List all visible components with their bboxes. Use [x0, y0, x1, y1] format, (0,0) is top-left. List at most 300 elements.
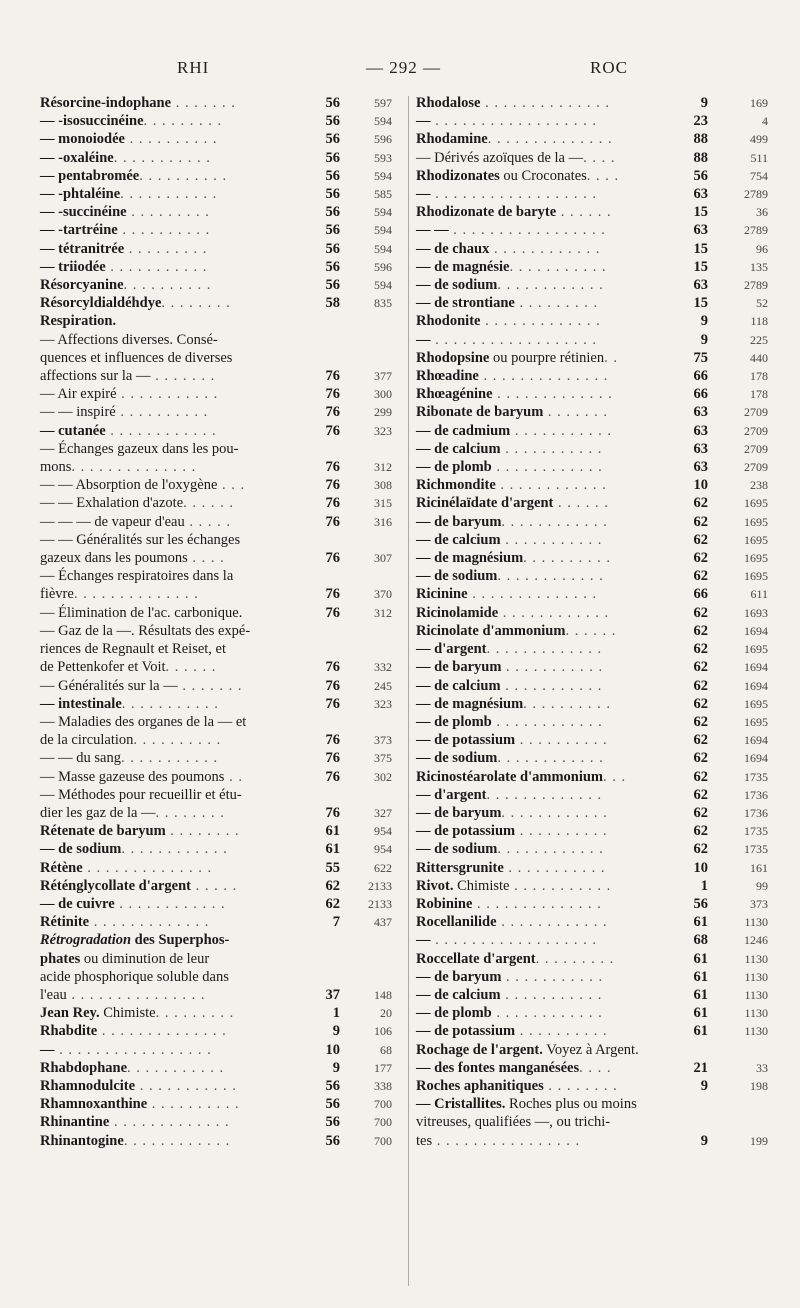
page-reference: 594: [374, 168, 392, 183]
entry-term: —: [416, 932, 431, 949]
index-entry: [40, 859, 406, 877]
entry-desc: — Méthodes pour recueillir et étu-: [40, 786, 242, 803]
entry-dots: . . . . . . . . . . . . . . . . .: [448, 222, 606, 239]
index-entry: [40, 1113, 406, 1131]
entry-dots: . .: [604, 349, 618, 366]
index-entry: [416, 968, 768, 986]
entry-term: —: [416, 331, 431, 348]
page-reference: 199: [750, 1133, 768, 1148]
page-reference: 2709: [744, 405, 768, 420]
index-entry: [40, 658, 406, 676]
entry-dots: . . . . . . . .: [155, 804, 225, 821]
volume-number: 56: [325, 131, 340, 148]
volume-number: 62: [693, 550, 708, 567]
entry-dots: . . . . . . . . . .: [523, 550, 612, 567]
volume-number: 76: [325, 677, 340, 694]
entry-dots: . . . . . . . . . . . . .: [480, 313, 601, 330]
volume-number: 76: [325, 695, 340, 712]
page-number: — 292 —: [366, 58, 441, 77]
page-reference: 596: [374, 132, 392, 147]
entry-dots: . . . . . . . . . . . . .: [486, 786, 603, 803]
page-reference: 198: [750, 1078, 768, 1093]
index-entry: [416, 931, 768, 949]
entry-term: — intestinale: [40, 695, 122, 712]
volume-number: 61: [693, 914, 708, 931]
page-reference: 33: [756, 1060, 768, 1075]
volume-number: 9: [332, 1059, 340, 1076]
entry-dots: . . . . . . . . . . . .: [497, 841, 604, 858]
entry-dots: . . . . . . . . . .: [515, 823, 608, 840]
volume-number: 62: [693, 786, 708, 803]
index-entry: [416, 913, 768, 931]
page-reference: 1130: [744, 915, 768, 930]
entry-dots: . . . . . . . . . .: [523, 695, 612, 712]
volume-number: 15: [693, 204, 708, 221]
volume-number: 61: [693, 1005, 708, 1022]
page-reference: 245: [374, 678, 392, 693]
entry-dots: . . . . . . .: [150, 368, 216, 385]
page-reference: 302: [374, 769, 392, 784]
index-entry: [40, 440, 406, 458]
entry-term: — de baryum: [416, 513, 502, 530]
entry-term: — Cristallites.: [416, 1096, 506, 1113]
index-entry: [416, 622, 768, 640]
entry-dots: . . . . . . . . . . . . .: [492, 386, 613, 403]
entry-dots: . . . . .: [191, 877, 238, 894]
index-entry: [416, 1077, 768, 1095]
index-entry: [416, 494, 768, 512]
entry-desc: — Élimination de l'ac. carbonique.: [40, 604, 243, 621]
entry-term: Résorcyldialdéhdye: [40, 295, 162, 312]
entry-term: — de cuivre: [40, 895, 115, 912]
entry-term: — de magnésie: [416, 258, 510, 275]
volume-number: 62: [693, 604, 708, 621]
entry-term: Roccellate d'argent: [416, 950, 536, 967]
entry-term: — -succinéine: [40, 204, 127, 221]
page-reference: 2789: [744, 278, 768, 293]
index-entry: [40, 585, 406, 603]
entry-desc: — — — de vapeur d'eau: [40, 513, 185, 530]
page-reference: 1130: [744, 951, 768, 966]
volume-number: 62: [693, 641, 708, 658]
page-reference: 2709: [744, 460, 768, 475]
entry-term: Rivot.: [416, 877, 454, 894]
index-entry: [416, 1022, 768, 1040]
page-reference: 1695: [744, 714, 768, 729]
index-entry: [40, 294, 406, 312]
index-entry: [416, 804, 768, 822]
entry-term: des Superphos-: [131, 932, 230, 949]
volume-number: 76: [325, 586, 340, 603]
entry-term: —: [416, 186, 431, 203]
page-reference: 2709: [744, 423, 768, 438]
page-reference: 594: [374, 205, 392, 220]
entry-term: Rhamnodulcite: [40, 1077, 136, 1094]
entry-term: — de potassium: [416, 823, 516, 840]
page-reference: 373: [750, 896, 768, 911]
entry-dots: . . . .: [187, 550, 225, 567]
volume-number: 76: [325, 459, 340, 476]
volume-number: 63: [693, 422, 708, 439]
volume-number: 62: [325, 895, 340, 912]
page-reference: 511: [750, 150, 768, 165]
entry-dots: . . . .: [579, 1059, 612, 1076]
volume-number: 56: [325, 95, 340, 111]
entry-term: Résorcyanine: [40, 277, 124, 294]
entry-dots: . . . . . . . . .: [124, 240, 208, 257]
page-reference: 299: [374, 405, 392, 420]
entry-dots: . . . . . . .: [177, 677, 243, 694]
entry-dots: . . . . . . . . . . . .: [497, 750, 604, 767]
volume-number: 61: [325, 823, 340, 840]
entry-dots: . . . . . . . . . . . .: [497, 277, 604, 294]
index-entry: [40, 567, 406, 585]
volume-number: 62: [325, 877, 340, 894]
index-entry: [416, 294, 768, 312]
entry-term: — des fontes manganésées: [416, 1059, 580, 1076]
index-entry: [416, 331, 768, 349]
page-reference: 700: [374, 1133, 392, 1148]
entry-desc: — Affections diverses. Consé-: [40, 331, 218, 348]
page-reference: 440: [750, 350, 768, 365]
entry-dots: . . . . . . . . . .: [139, 167, 228, 184]
page-reference: 20: [380, 1006, 392, 1021]
page-reference: 1130: [744, 1024, 768, 1039]
left-column: [40, 94, 406, 1150]
entry-dots: . . . . . . . .: [165, 823, 240, 840]
index-entry: [416, 367, 768, 385]
entry-dots: . . . . . . . . . . . .: [489, 240, 601, 257]
entry-dots: . . . . . . . .: [161, 295, 231, 312]
page-reference: 161: [750, 860, 768, 875]
entry-dots: . . . . . . . . . . . .: [501, 513, 608, 530]
index-entry: [40, 640, 406, 658]
entry-term: Rhabdite: [40, 1023, 98, 1040]
index-entry: [40, 258, 406, 276]
entry-term: Rochage de l'argent.: [416, 1041, 543, 1058]
entry-dots: . . . . . . . . . . .: [127, 1059, 225, 1076]
index-entry: [40, 622, 406, 640]
page-reference: 1736: [744, 805, 768, 820]
entry-dots: . . . . . . . . .: [143, 113, 223, 130]
index-entry: [40, 1059, 406, 1077]
entry-term: — de baryum: [416, 804, 502, 821]
entry-term: — de magnésium: [416, 695, 524, 712]
volume-number: 76: [325, 422, 340, 439]
index-entry: [40, 913, 406, 931]
volume-number: 76: [325, 495, 340, 512]
entry-dots: . . . . . . . . . . .: [510, 422, 612, 439]
entry-dots: . . . . . . . . . . .: [121, 695, 219, 712]
index-entry: [40, 840, 406, 858]
entry-term: — de sodium: [416, 750, 498, 767]
page-reference: 594: [374, 241, 392, 256]
entry-dots: . . . . . . . . . .: [515, 1023, 608, 1040]
entry-term: Jean Rey.: [40, 1005, 100, 1022]
entry-dots: . . . . . . . . . . .: [501, 659, 604, 676]
page-reference: 148: [374, 987, 392, 1002]
entry-term: Ricinélaïdate d'argent: [416, 495, 554, 512]
page-reference: 312: [374, 605, 392, 620]
volume-number: 75: [693, 349, 708, 366]
index-entry: [416, 1095, 768, 1113]
page-reference: 169: [750, 96, 768, 110]
index-entry: [416, 840, 768, 858]
entry-dots: . . . . . . . . . .: [117, 222, 211, 239]
entry-term: — de potassium: [416, 732, 516, 749]
volume-number: 61: [693, 968, 708, 985]
entry-dots: . . . . . .: [553, 495, 609, 512]
page-reference: 594: [374, 223, 392, 238]
page-reference: 954: [374, 842, 392, 857]
entry-term: Rhodonite: [416, 313, 481, 330]
entry-dots: . . . . . . . . . . . . .: [486, 641, 603, 658]
entry-dots: . . . . . . . . . . . . . . . . . .: [430, 331, 597, 348]
index-entry: [416, 422, 768, 440]
index-entry: [40, 385, 406, 403]
entry-term: — -phtaléine: [40, 186, 121, 203]
volume-number: 15: [693, 258, 708, 275]
page-reference: 611: [750, 587, 768, 602]
entry-desc: — — Exhalation d'azote: [40, 495, 184, 512]
page-reference: 377: [374, 369, 392, 384]
index-entry: [40, 695, 406, 713]
volume-number: 62: [693, 768, 708, 785]
page-reference: 225: [750, 332, 768, 347]
page-reference: 1694: [744, 733, 768, 748]
index-entry: [416, 203, 768, 221]
page-reference: 2133: [368, 896, 392, 911]
entry-term: — de sodium: [416, 277, 498, 294]
entry-dots: . . .: [603, 768, 627, 785]
page-reference: 700: [374, 1097, 392, 1112]
volume-number: 63: [693, 186, 708, 203]
entry-dots: . . . . . . . . . . .: [105, 258, 208, 275]
entry-term: — de baryum: [416, 659, 502, 676]
page-reference: 622: [374, 860, 392, 875]
entry-term: — pentabromée: [40, 167, 140, 184]
entry-dots: . . . . . . . . . . .: [509, 258, 607, 275]
entry-dots: . . . . . . . . . . . . . . .: [66, 986, 206, 1003]
entry-desc: ou diminution de leur: [80, 950, 210, 967]
entry-term: — d'argent: [416, 786, 487, 803]
entry-term: — de chaux: [416, 240, 490, 257]
index-entry: [416, 749, 768, 767]
entry-term: — de plomb: [416, 713, 492, 730]
entry-term: — de calcium: [416, 440, 501, 457]
entry-dots: . . . . . . . . . . .: [135, 1077, 237, 1094]
index-entry: [416, 1059, 768, 1077]
page-reference: 594: [374, 278, 392, 293]
entry-term: — —: [416, 222, 449, 239]
page-header: [0, 58, 800, 88]
page-reference: 1695: [744, 532, 768, 547]
entry-term: —: [40, 1041, 55, 1058]
entry-dots: . . . . . . .: [543, 404, 609, 421]
index-entry: [40, 349, 406, 367]
index-entry: [416, 567, 768, 585]
entry-term: Robinine: [416, 895, 473, 912]
index-entry: [416, 713, 768, 731]
index-entry: [416, 895, 768, 913]
entry-term: — cutanée: [40, 422, 106, 439]
index-entry: [416, 695, 768, 713]
volume-number: 9: [332, 1023, 340, 1040]
volume-number: 76: [325, 404, 340, 421]
volume-number: 76: [325, 368, 340, 385]
entry-dots: . . . . . . . . . . .: [509, 877, 612, 894]
volume-number: 68: [693, 932, 708, 949]
index-entry: [416, 94, 768, 112]
entry-desc: l'eau: [40, 986, 67, 1003]
entry-term: — de plomb: [416, 459, 492, 476]
entry-dots: . . . . . . . . . . .: [500, 986, 603, 1003]
running-head-right: ROC: [590, 58, 628, 77]
entry-term: Rhodopsine: [416, 349, 490, 366]
entry-desc: — Air expiré: [40, 386, 117, 403]
index-entry: [40, 94, 406, 112]
index-entry: [416, 604, 768, 622]
entry-dots: . . . . . . .: [171, 95, 236, 111]
entry-term: Rhodamine: [416, 131, 488, 148]
index-entry: [40, 531, 406, 549]
index-entry: [416, 585, 768, 603]
volume-number: 56: [325, 1114, 340, 1131]
page-reference: 308: [374, 478, 392, 493]
index-entry: [40, 1077, 406, 1095]
page-reference: 332: [374, 660, 392, 675]
volume-number: 56: [325, 186, 340, 203]
entry-desc: vitreuses, qualifiées —, ou trichi-: [416, 1114, 611, 1131]
entry-dots: . . . . . . . . . . .: [500, 677, 603, 694]
volume-number: 61: [693, 1023, 708, 1040]
entry-dots: . . . . . . . . . . . . . .: [73, 586, 199, 603]
index-entry: [40, 968, 406, 986]
index-entry: [416, 859, 768, 877]
entry-dots: . . . . . . . . . . . . . .: [487, 131, 613, 148]
right-column: [416, 94, 768, 1150]
index-entry: [416, 877, 768, 895]
column-divider: [408, 96, 409, 1286]
page-reference: 1694: [744, 660, 768, 675]
volume-number: 10: [325, 1041, 340, 1058]
page-reference: 499: [750, 132, 768, 147]
page-reference: 700: [374, 1115, 392, 1130]
entry-desc: de Pettenkofer et Voit: [40, 659, 166, 676]
index-entry: [40, 130, 406, 148]
volume-number: 76: [325, 804, 340, 821]
page-reference: 338: [374, 1078, 392, 1093]
index-entry: [416, 1004, 768, 1022]
index-entry: [416, 240, 768, 258]
volume-number: 62: [693, 677, 708, 694]
page-reference: 437: [374, 915, 392, 930]
index-entry: [416, 822, 768, 840]
index-entry: [416, 167, 768, 185]
index-entry: [40, 112, 406, 130]
volume-number: 66: [693, 386, 708, 403]
volume-number: 76: [325, 768, 340, 785]
index-entry: [416, 221, 768, 239]
volume-number: 76: [325, 750, 340, 767]
index-entry: [40, 422, 406, 440]
entry-dots: . . . . . . . . . . . .: [495, 477, 607, 494]
entry-dots: . . . . . . . . . . .: [500, 440, 603, 457]
entry-desc: affections sur la —: [40, 368, 151, 385]
volume-number: 9: [700, 95, 708, 111]
volume-number: 7: [332, 914, 340, 931]
volume-number: 56: [325, 222, 340, 239]
index-entry: [40, 950, 406, 968]
entry-dots: . . . . . . . . . . . . . . . .: [432, 1132, 581, 1149]
index-entry: [416, 731, 768, 749]
entry-term: Rhœagénine: [416, 386, 493, 403]
volume-number: 15: [693, 240, 708, 257]
entry-dots: . . . . . . . . . .: [124, 131, 218, 148]
page-reference: 1694: [744, 751, 768, 766]
volume-number: 62: [693, 695, 708, 712]
volume-number: 61: [693, 950, 708, 967]
index-entry: [40, 768, 406, 786]
index-entry: [416, 768, 768, 786]
entry-desc: mons: [40, 459, 72, 476]
entry-dots: . . . . . . . . .: [535, 950, 615, 967]
page-reference: 316: [374, 514, 392, 529]
entry-dots: . . . . . . . . . . . .: [491, 1005, 603, 1022]
entry-term: Rhabdophane: [40, 1059, 128, 1076]
entry-term: phates: [40, 950, 81, 967]
entry-desc: — Maladies des organes de la — et: [40, 713, 247, 730]
volume-number: 56: [325, 204, 340, 221]
entry-dots: . . . . . .: [183, 495, 235, 512]
page-reference: 585: [374, 187, 392, 202]
page-reference: 327: [374, 805, 392, 820]
index-entry: [40, 749, 406, 767]
page-reference: 1130: [744, 969, 768, 984]
page-reference: 178: [750, 369, 768, 384]
index-entry: [40, 203, 406, 221]
index-entry: [416, 513, 768, 531]
volume-number: 37: [325, 986, 340, 1003]
entry-desc: — — inspiré: [40, 404, 116, 421]
index-entry: [40, 276, 406, 294]
page-reference: 594: [374, 114, 392, 129]
entry-term: — d'argent: [416, 641, 487, 658]
page-reference: 68: [380, 1042, 392, 1057]
index-entry: [40, 549, 406, 567]
volume-number: 62: [693, 823, 708, 840]
page-reference: 323: [374, 423, 392, 438]
entry-dots: . . . .: [586, 167, 620, 184]
entry-term: Rhodalose: [416, 95, 481, 111]
volume-number: 76: [325, 732, 340, 749]
entry-dots: . . . . . . . . . .: [515, 732, 608, 749]
entry-term: — -oxaléine: [40, 149, 114, 166]
entry-dots: . .: [224, 768, 243, 785]
entry-term: Rhodizonates: [416, 167, 500, 184]
entry-term: Richmondite: [416, 477, 496, 494]
entry-dots: . . . . . . . . . . . .: [501, 804, 608, 821]
entry-term: Résorcine-indophane: [40, 95, 172, 111]
volume-number: 56: [325, 1132, 340, 1149]
index-entry: [40, 895, 406, 913]
page-reference: 1694: [744, 623, 768, 638]
index-entry: [416, 349, 768, 367]
page-reference: 754: [750, 168, 768, 183]
index-entry: [40, 185, 406, 203]
volume-number: 62: [693, 841, 708, 858]
entry-desc: — Échanges respiratoires dans la: [40, 568, 234, 585]
